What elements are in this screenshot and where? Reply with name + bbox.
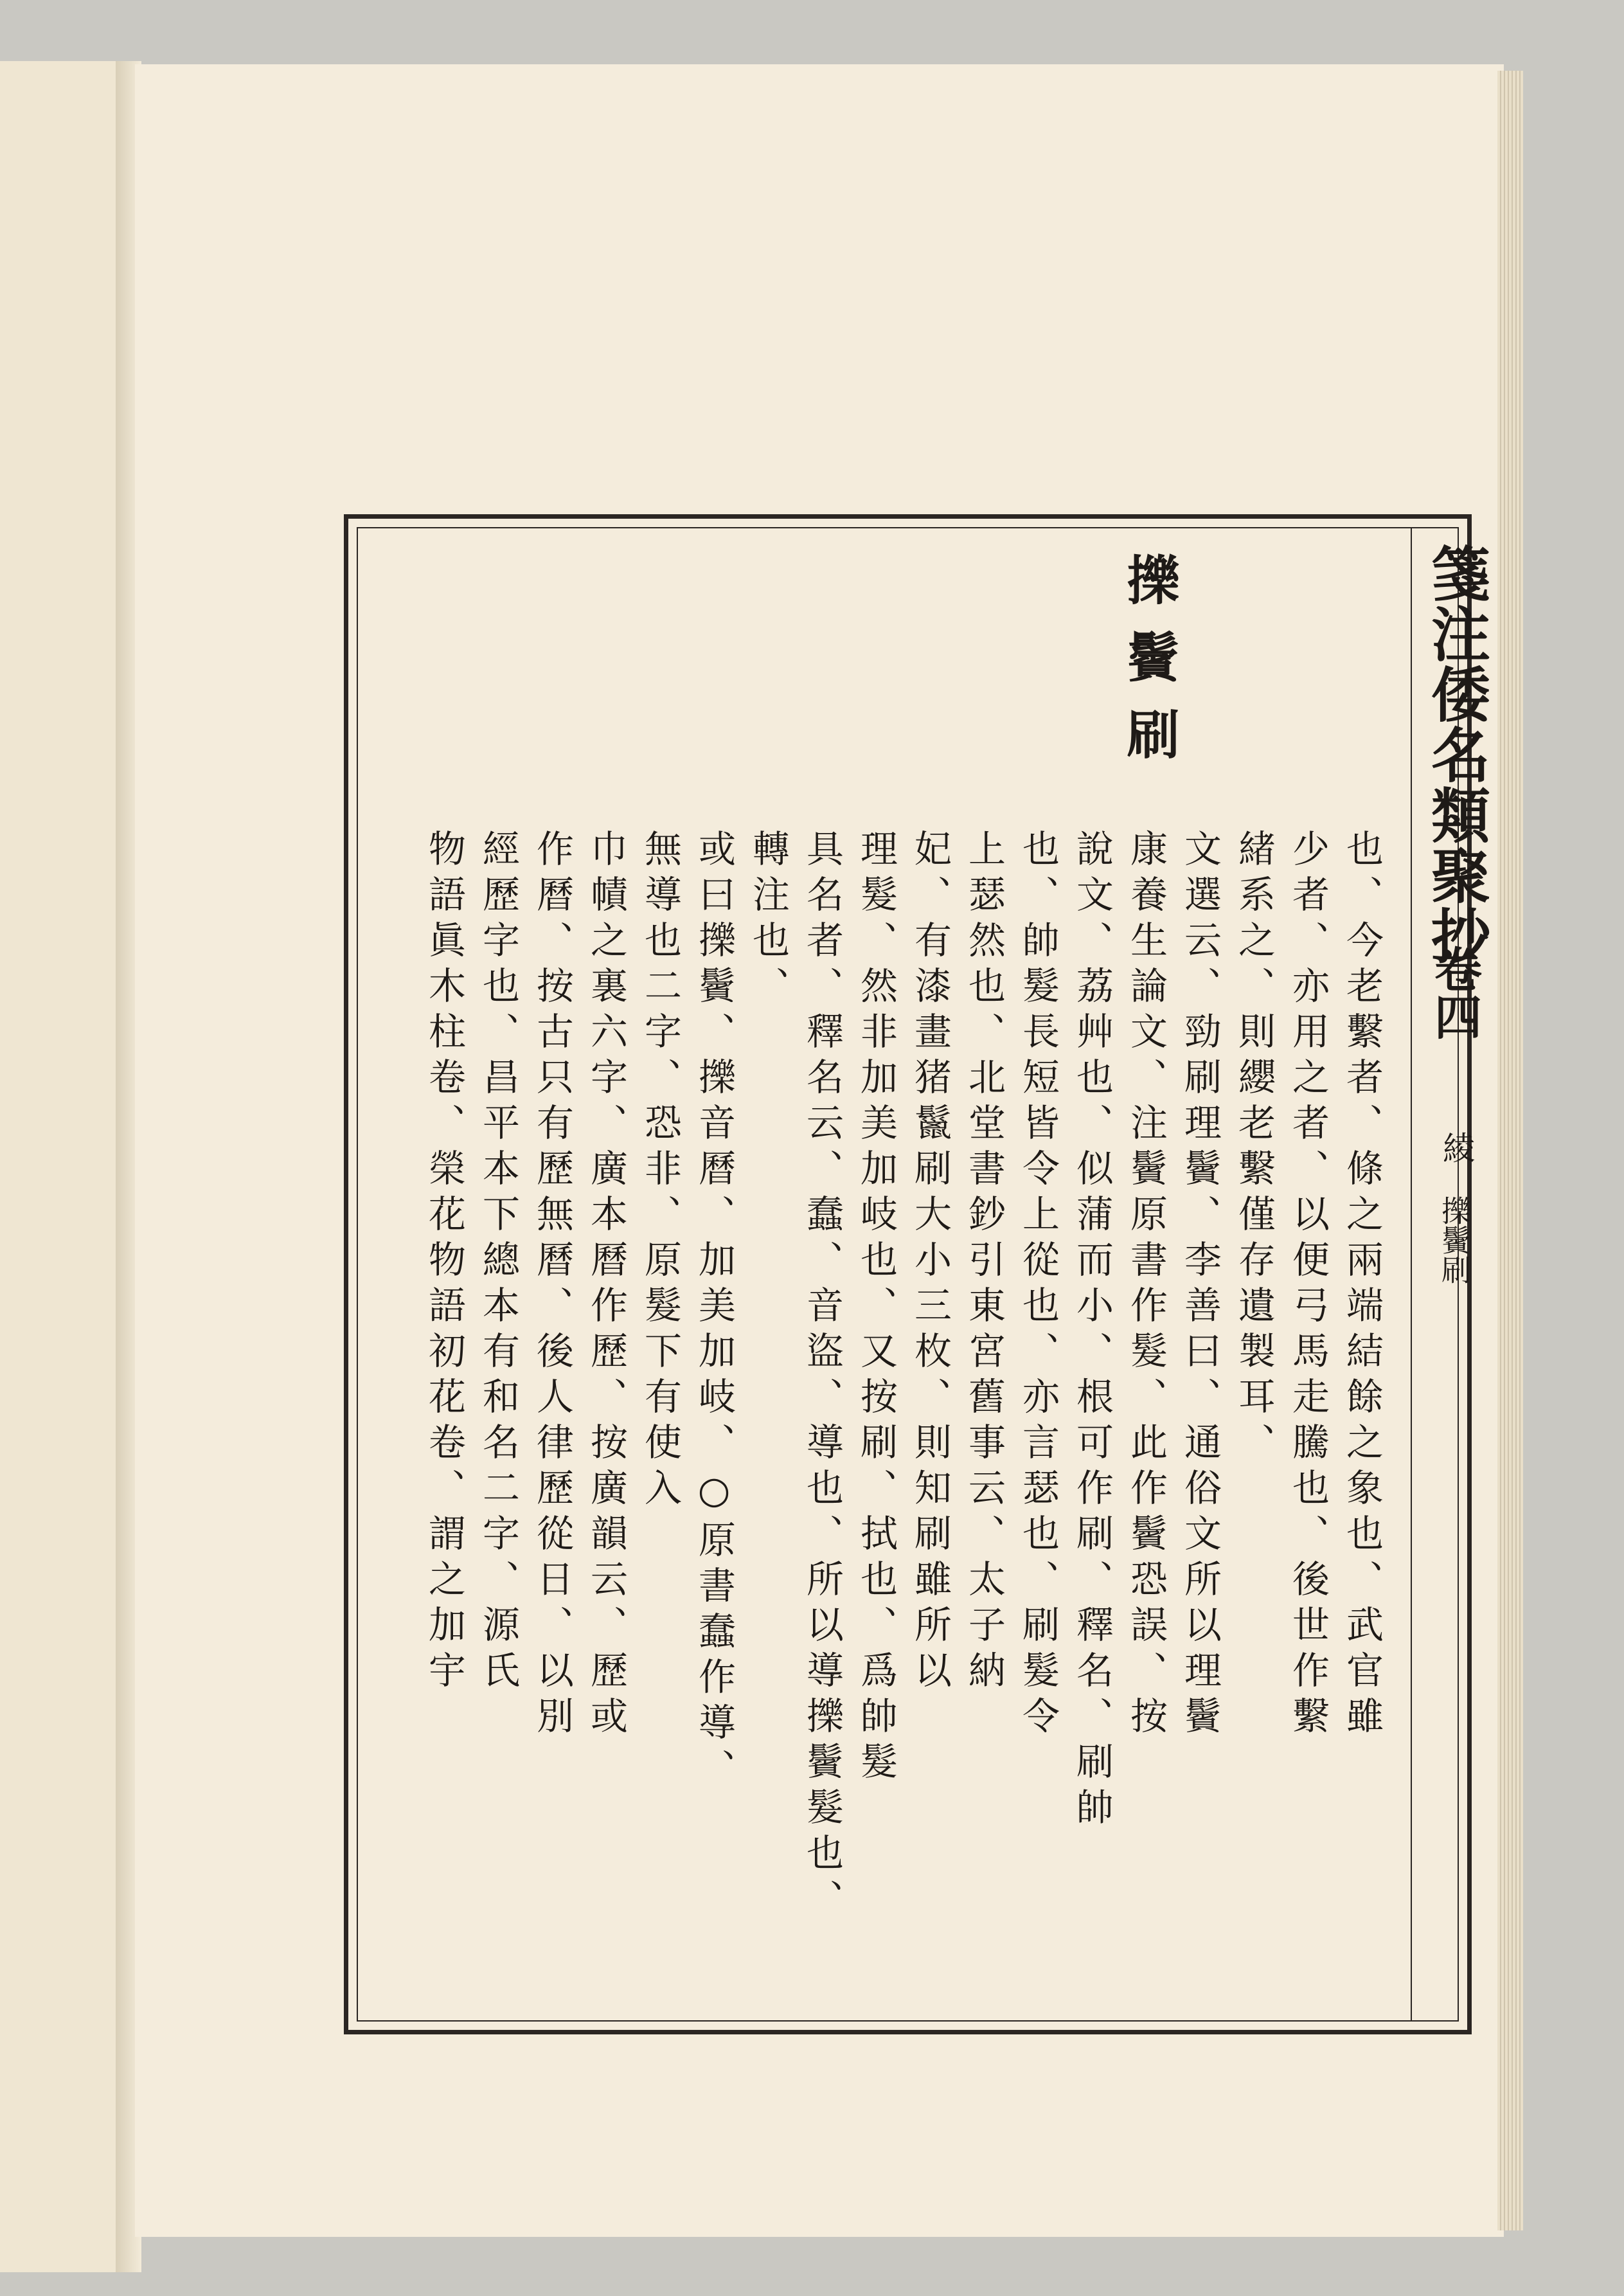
- running-header-volume: 卷四: [1427, 945, 1482, 1040]
- left-page: [0, 61, 129, 2272]
- text-column: 少者、亦用之者、以便弓馬走騰也、後世作繫: [1286, 829, 1330, 1742]
- text-column: 上瑟然也、北堂書鈔引東宮舊事云、太子納: [962, 829, 1006, 1696]
- text-column: 經歷字也、昌平本下總本有和名二字、源氏: [476, 829, 520, 1696]
- text-column: 具名者、釋名云、蠢、音盜、導也、所以導擽鬢髮也、: [800, 829, 844, 1924]
- page-edges: [1497, 71, 1523, 2230]
- text-column: 物語眞木柱卷、榮花物語初花卷、謂之加宇: [422, 829, 466, 1696]
- text-column: 也、帥髮長短皆令上從也、亦言瑟也、刷髮令: [1016, 829, 1060, 1742]
- text-column: 理髮、然非加美加岐也、又按刷、拭也、爲帥髮: [854, 829, 898, 1788]
- running-header-subcategory: 擽鬢刷: [1437, 1196, 1472, 1284]
- text-column: 轉注也、: [746, 829, 790, 1012]
- text-column: 作曆、按古只有歷無曆、後人律歷從日、以別: [530, 829, 574, 1742]
- text-column: 文選云、勁刷理鬢、李善曰、通俗文所以理鬢: [1178, 829, 1222, 1742]
- text-column: 說文、荔艸也、似蒲而小、根可作刷、釋名、刷帥: [1070, 829, 1114, 1833]
- entry-heading: 擽鬢刷: [1118, 553, 1180, 784]
- text-column: 緒系之、則纓老繫僅存遺製耳、: [1232, 829, 1276, 1468]
- running-header-category: 綾: [1438, 1131, 1475, 1163]
- text-column: 也、今老繫者、條之兩端結餘之象也、武官雖: [1340, 829, 1384, 1742]
- text-column: 或曰擽鬢、擽音曆、加美加岐、○原書蠢作導、: [692, 829, 736, 1794]
- text-column: 康養生論文、注鬢原書作髮、此作鬢恐誤、按: [1124, 829, 1168, 1742]
- text-column: 巾幘之裏六字、廣本曆作歷、按廣韻云、歷或: [584, 829, 628, 1742]
- running-header-title: 箋注倭名類聚抄: [1422, 543, 1491, 966]
- running-header-rule: [1411, 527, 1412, 2022]
- text-column: 無導也二字、恐非、原髮下有使入: [638, 829, 682, 1514]
- text-column: 妃、有漆畫猪鬣刷大小三枚、則知刷雖所以: [908, 829, 952, 1696]
